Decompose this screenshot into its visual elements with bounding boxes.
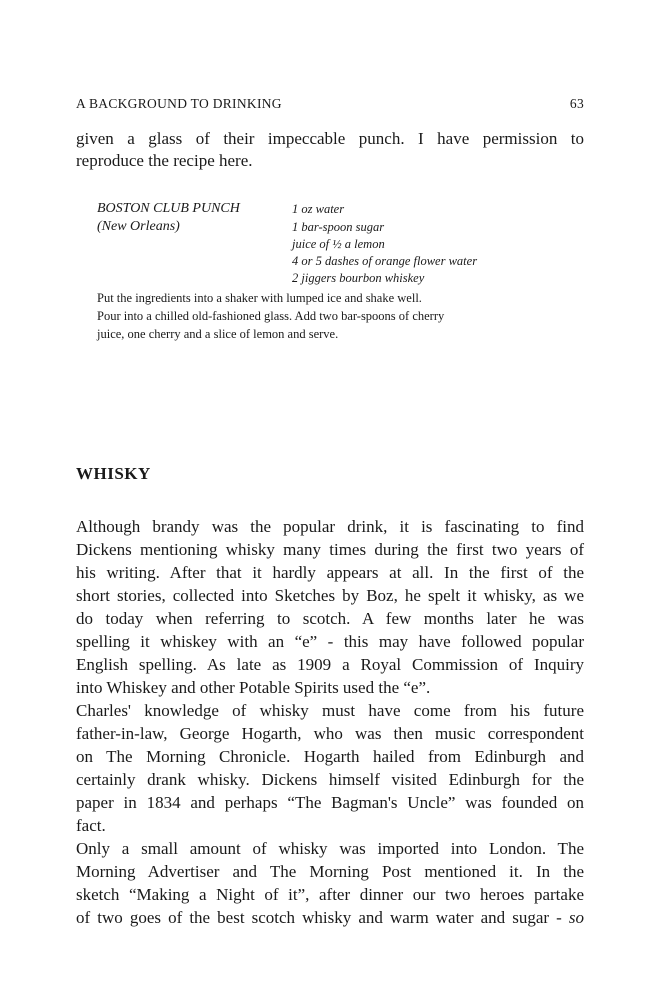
paragraph-line: Only a small amount of whisky was imported into London. The [76,839,584,858]
recipe-ingredient: 4 or 5 dashes of orange flower water [292,254,478,268]
intro-line: reproduce the recipe here. [76,151,253,170]
paragraph-line: spelling it whiskey with an “e” - this may have followed popular [76,632,584,651]
paragraph-line: do today when referring to scotch. A few months later he was [76,609,584,628]
paragraph-line: certainly drank whisky. Dickens himself visited Edinburgh for the [76,770,584,789]
paragraph-line: father-in-law, George Hogarth, who was then music correspondent [76,724,584,743]
recipe-origin: (New Orleans) [97,219,180,234]
paragraph-line: paper in 1834 and perhaps “The Bagman's Uncle” was founded on [76,793,584,812]
section-heading: WHISKY [76,464,151,483]
paragraph-line: English spelling. As late as 1909 a Royal Commission of Inquiry [76,655,584,674]
paragraph-line: fact. [76,816,106,835]
recipe-ingredient: 2 jiggers bourbon whiskey [292,271,425,285]
paragraph-line: short stories, collected into Sketches by Boz, he spelt it whisky, as we [76,586,584,605]
recipe-ingredient: 1 oz water [292,202,345,216]
recipe-method-line: juice, one cherry and a slice of lemon and serve. [97,327,339,341]
paragraph-line: sketch “Making a Night of it”, after dinner our two heroes partake [76,885,584,904]
final-line-text: of two goes of the best scotch whisky and warm water and sugar - [76,908,562,927]
recipe-method-line: Put the ingredients into a shaker with lumped ice and shake well. [97,291,422,305]
running-head-title: A BACKGROUND TO DRINKING [76,96,282,111]
running-head [76,96,584,114]
recipe-method-line: Pour into a chilled old-fashioned glass. Add two bar-spoons of cherry [97,309,445,323]
recipe-title: BOSTON CLUB PUNCH [97,201,240,216]
paragraph-line: Dickens mentioning whisky many times during the first two years of [76,540,584,559]
page-number: 63 [569,96,584,111]
paragraph-line: Morning Advertiser and The Morning Post mentioned it. In the [76,862,584,881]
recipe-ingredient: 1 bar-spoon sugar [292,220,385,234]
paragraph-line: into Whiskey and other Potable Spirits used the “e”. [76,678,431,697]
intro-line: given a glass of their impeccable punch. I have permission to [76,129,584,148]
final-line-italic-tail: so [568,908,585,927]
paragraph-line: Charles' knowledge of whisky must have come from his future [76,701,584,720]
paragraph-line-final [76,907,584,928]
paragraph-line: his writing. After that it hardly appears at all. In the first of the [76,563,584,582]
recipe-ingredient: juice of ½ a lemon [292,237,385,251]
paragraph-line: Although brandy was the popular drink, it is fascinating to find [76,517,584,536]
paragraph-line: on The Morning Chronicle. Hogarth hailed from Edinburgh and [76,747,584,766]
